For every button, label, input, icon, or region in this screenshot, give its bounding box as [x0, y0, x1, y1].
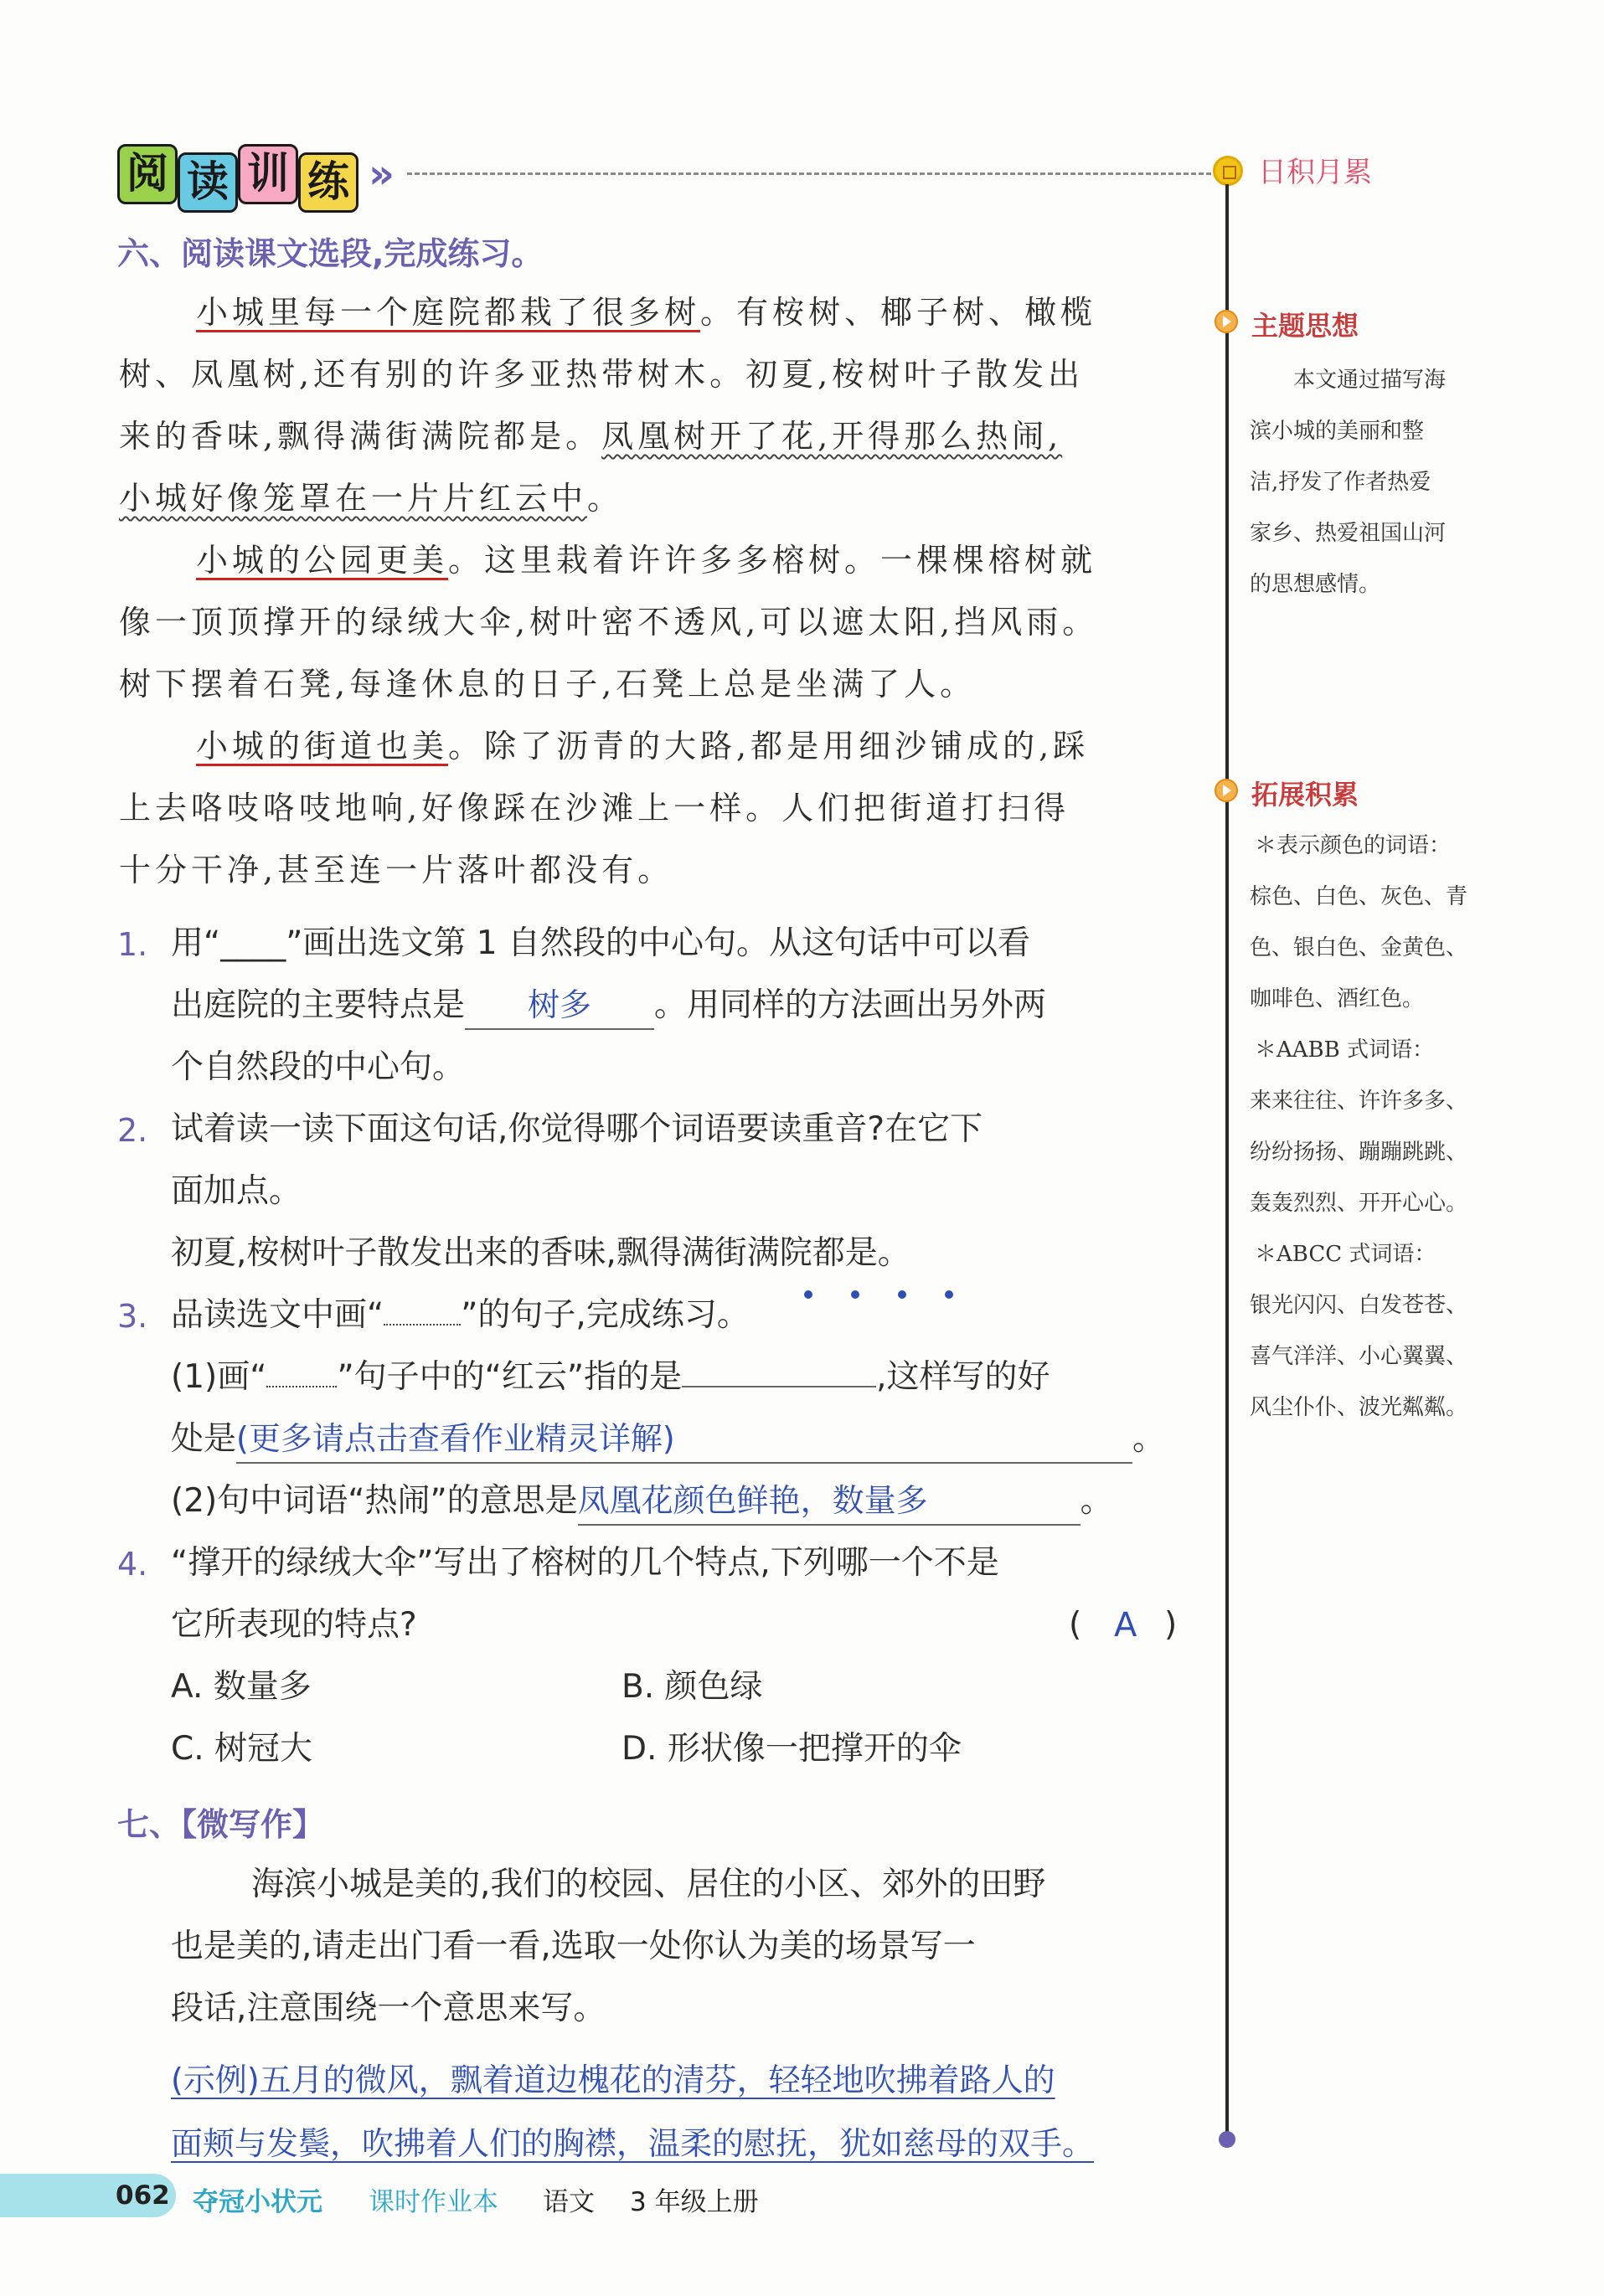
play-icon — [1215, 779, 1238, 802]
building-icon — [1213, 156, 1243, 186]
header-divider — [407, 172, 1211, 175]
wavy-sentence: 凤凰树开了花,开得那么热闹, — [601, 418, 1063, 455]
q2-number: 2. — [117, 1112, 148, 1149]
title-char-1: 阅 — [117, 144, 178, 204]
q4-answer[interactable]: A — [1114, 1606, 1137, 1645]
q1-number: 1. — [117, 926, 148, 963]
subject: 语文 — [543, 2187, 595, 2217]
page-number: 062 — [116, 2180, 170, 2211]
passage-paragraph-3: 小城的街道也美。除了沥青的大路,都是用细沙铺成的,踩 上去咯吱咯吱地响,好像踩在沙滩上一样。人们把街道打扫得 十分干净,甚至连一片落叶都没有。 — [119, 728, 1090, 888]
sidebar-title: 日积月累 — [1258, 156, 1372, 189]
title-char-4: 练 — [298, 152, 358, 213]
q2-sentence: 初夏,桉树叶子散发出来的香味,飘得满街满院都是。 — [171, 1234, 910, 1272]
q3-number: 3. — [117, 1298, 148, 1335]
option-b[interactable]: B. 颜色绿 — [621, 1668, 763, 1706]
q3-text: 品读选文中画“ ”的句子,完成练习。 (1)画“ ”句子中的“红云”指的是 ,这样写的好 处是(更多请点击查看作业精灵详解) 。 (2)句中词语“热闹”的意思是凤凰花颜色鲜艳，数量多 。 — [171, 1284, 1209, 1532]
theme-heading: 主题思想 — [1251, 310, 1359, 342]
q1-answer[interactable]: 树多 — [465, 981, 654, 1030]
option-c[interactable]: C. 树冠大 — [171, 1730, 313, 1768]
section6-heading: 六、阅读课文选段,完成练习。 — [117, 235, 544, 272]
q1-text: 用“____”画出选文第 1 自然段的中心句。从这句话中可以看 出庭院的主要特点是 树多 。用同样的方法画出另外两 个自然段的中心句。 — [171, 924, 1047, 1086]
grade: 3 年级上册 — [630, 2187, 759, 2217]
q3-sub2-answer[interactable]: 凤凰花颜色鲜艳，数量多 — [578, 1477, 1081, 1526]
series-name: 课时作业本 — [369, 2187, 498, 2217]
q3-sub1-answer[interactable]: (更多请点击查看作业精灵详解) — [236, 1415, 1132, 1464]
passage-paragraph-1: 小城里每一个庭院都栽了很多树。有桉树、椰子树、橄榄 树、凤凰树,还有别的许多亚热带树木。初夏,桉树叶子散发出 来的香味,飘得满街满院都是。凤凰树开了花,开得那么热闹, 小城好像笼罩在一片片红云中。 — [119, 294, 1097, 517]
topic-sentence-2: 小城的公园更美 — [196, 542, 449, 579]
q4-paren-close: ) — [1164, 1606, 1178, 1644]
passage-paragraph-2: 小城的公园更美。这里栽着许许多多榕树。一棵棵榕树就 像一顶顶撑开的绿绒大伞,树叶密不透风,可以遮太阳,挡风雨。 树下摆着石凳,每逢休息的日子,石凳上总是坐满了人。 — [119, 542, 1099, 703]
topic-sentence-3: 小城的街道也美 — [196, 728, 449, 764]
q4-text: “撑开的绿绒大伞”写出了榕树的几个特点,下列哪一个不是 它所表现的特点? — [171, 1544, 999, 1644]
theme-text: 本文通过描写海 滨小城的美丽和整 洁,抒发了作者热爱 家乡、热爱祖国山河 的思想感情。 — [1250, 368, 1447, 597]
expand-heading: 拓展积累 — [1251, 779, 1359, 811]
chevron-icon: » — [369, 151, 395, 198]
q4-paren-open: ( — [1069, 1606, 1082, 1644]
topic-sentence-1: 小城里每一个庭院都栽了很多树 — [196, 294, 701, 331]
brand-name: 夺冠小状元 — [193, 2187, 322, 2217]
section7-heading: 七、【微写作】 — [117, 1806, 325, 1843]
q3-sub1-blank[interactable] — [682, 1354, 876, 1387]
title-char-2: 读 — [178, 152, 238, 213]
option-d[interactable]: D. 形状像一把撑开的伞 — [621, 1730, 962, 1768]
option-a[interactable]: A. 数量多 — [171, 1668, 312, 1706]
q4-number: 4. — [117, 1546, 148, 1583]
writing-answer[interactable]: (示例)五月的微风，飘着道边槐花的清芬，轻轻地吹拂着路人的 面颊与发鬓，吹拂着人们的胸襟，温柔的慰抚，犹如慈母的双手。 — [171, 2062, 1095, 2162]
play-icon — [1215, 310, 1238, 333]
title-char-3: 训 — [238, 144, 298, 204]
section7-prompt: 海滨小城是美的,我们的校园、居住的小区、郊外的田野 也是美的,请走出门看一看,选取一处你认为美的场景写一 段话,注意围绕一个意思来写。 — [171, 1866, 1046, 2027]
q2-text: 试着读一读下面这句话,你觉得哪个词语要读重音?在它下 面加点。 初夏,桉树叶子散发出来的香味,飘得满街满院都是。 — [171, 1099, 1201, 1284]
sidebar-divider — [1225, 184, 1229, 2144]
expand-text: ＊表示颜色的词语： 棕色、白色、灰色、青 色、银白色、金黄色、 咖啡色、酒红色。 ＊AABB 式词语： 来来往往、许许多多、 纷纷扬扬、蹦蹦跳跳、 轰轰烈烈、开开心心。 ＊ABCC 式词语： 银光闪闪、白发苍苍、 喜气洋洋、小心翼翼、 风尘仆仆、波光粼粼。 — [1250, 833, 1468, 1420]
